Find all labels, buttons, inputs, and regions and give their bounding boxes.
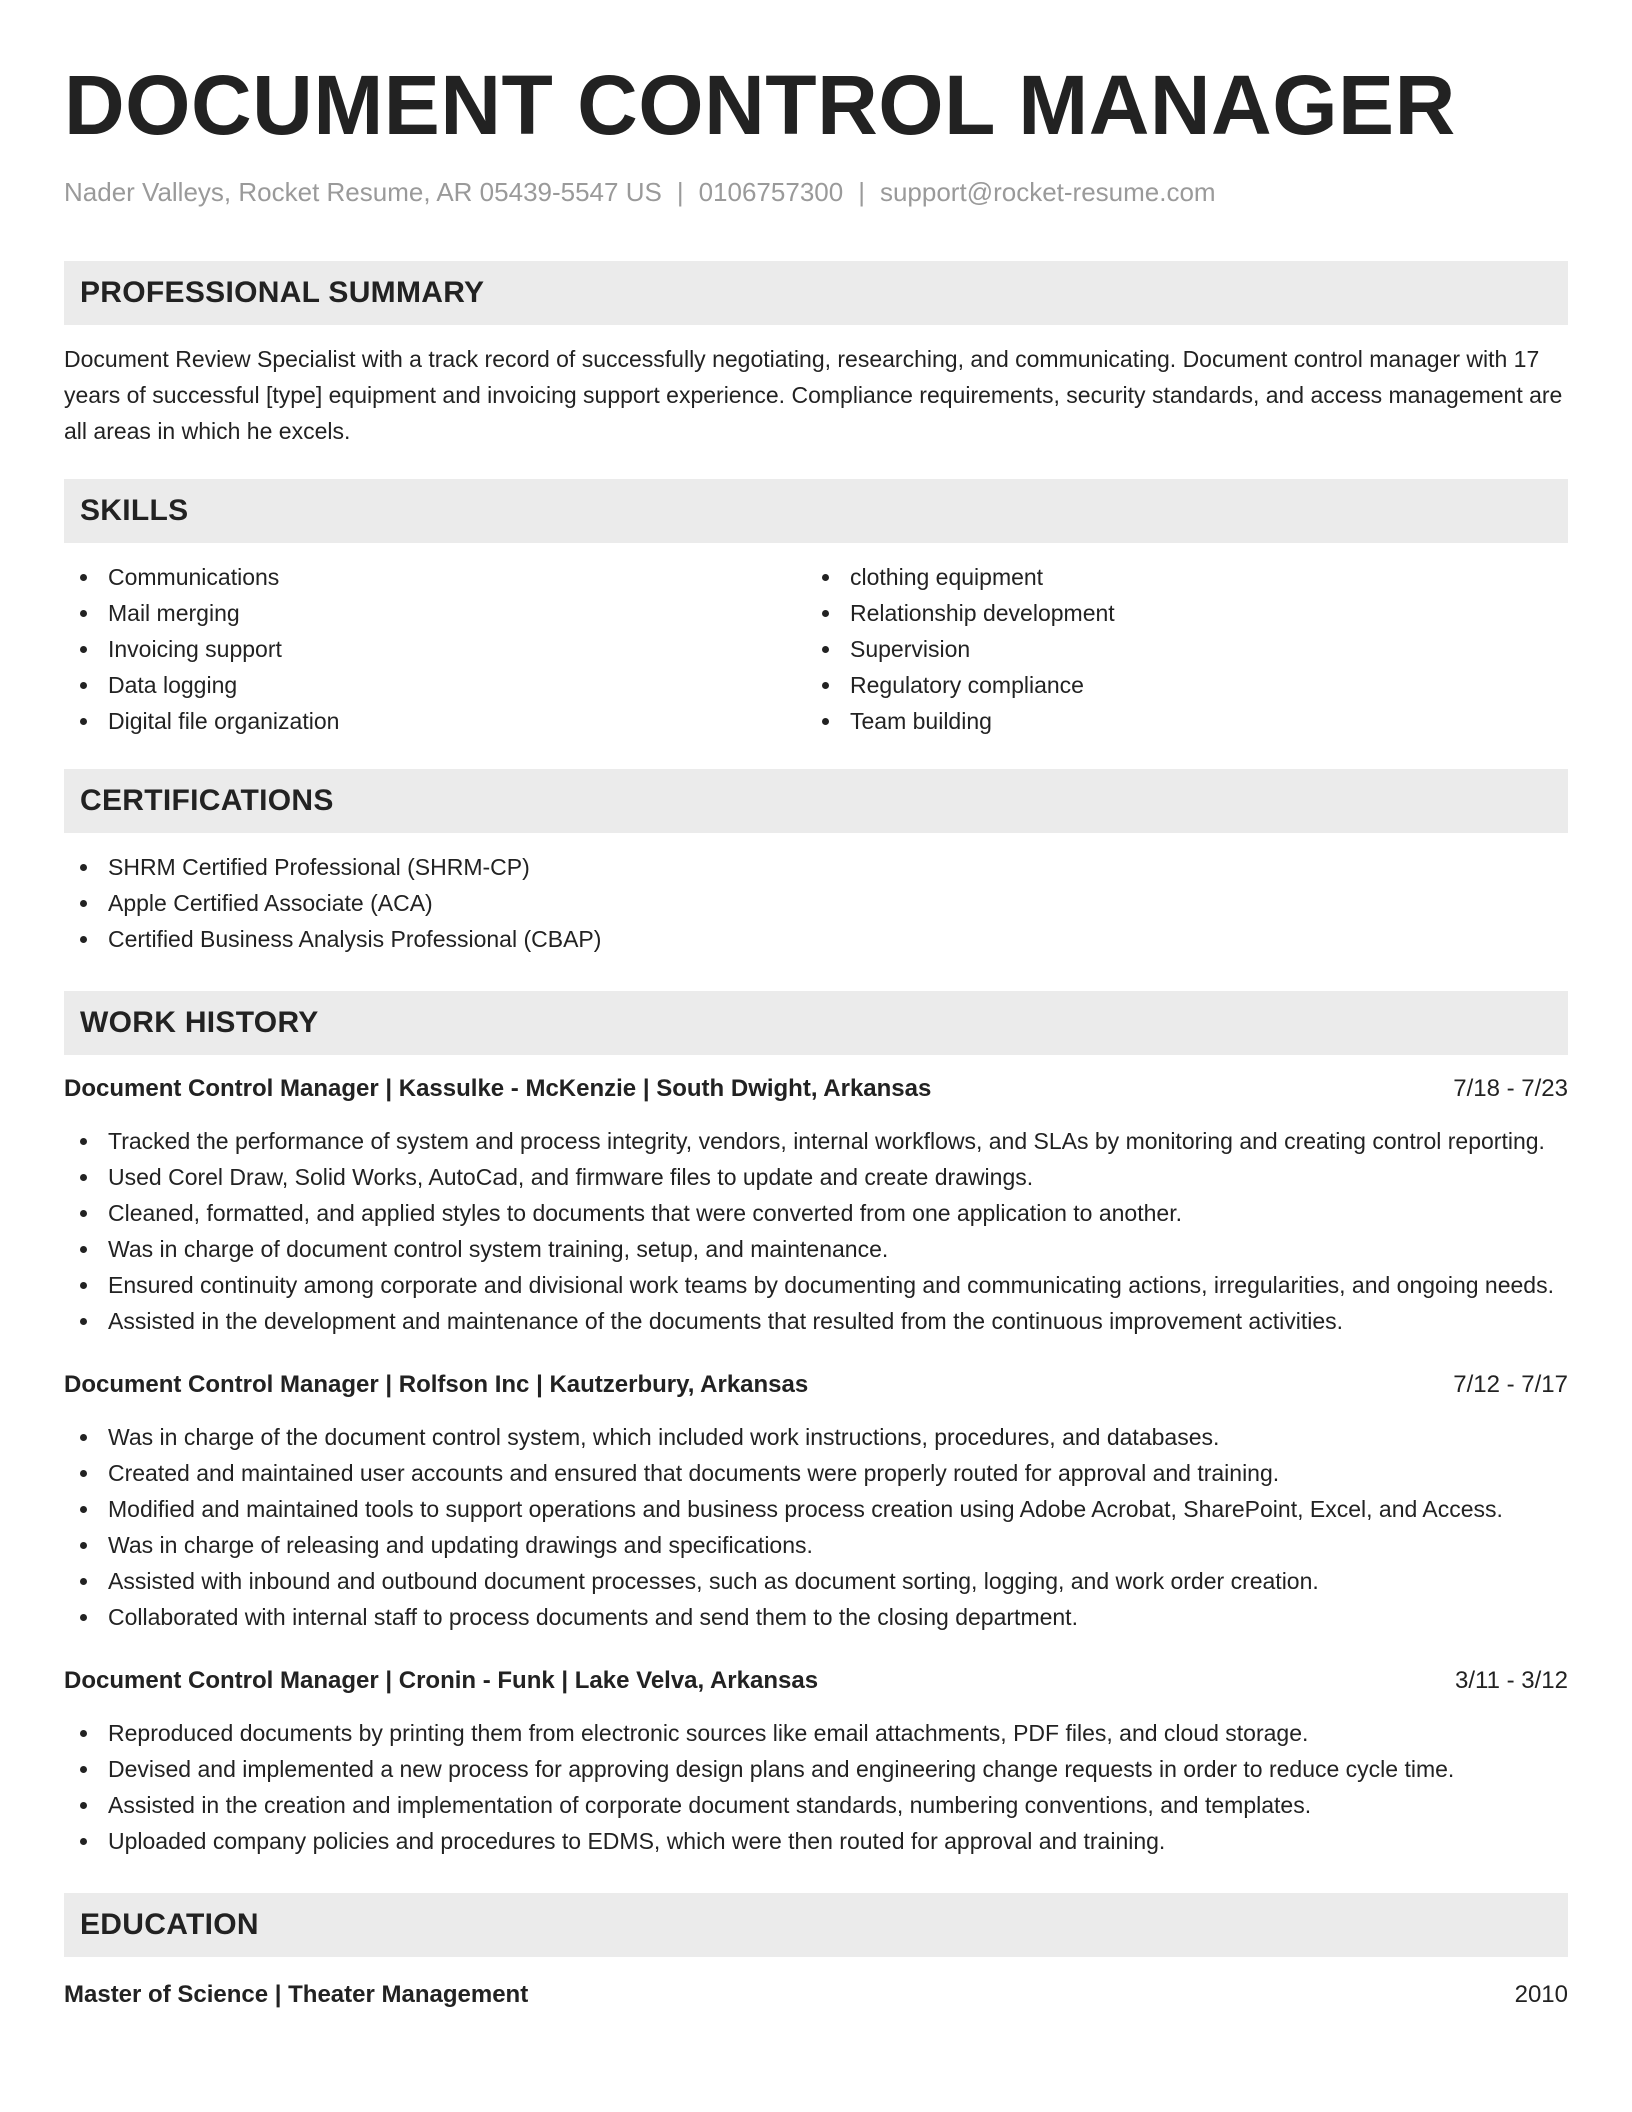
certification-item: Apple Certified Associate (ACA) xyxy=(64,885,1568,921)
job-header xyxy=(64,1369,1568,1401)
job-bullet: Created and maintained user accounts and ensured that documents were properly routed for approval and training. xyxy=(64,1455,1568,1491)
education-entry xyxy=(64,1979,1568,2011)
job-bullet: Assisted in the development and maintenance of the documents that resulted from the continuous improvement activities. xyxy=(64,1303,1568,1339)
job-title: Document Control Manager | Cronin - Funk | Lake Velva, Arkansas xyxy=(64,1667,819,1694)
job-bullet: Was in charge of releasing and updating drawings and specifications. xyxy=(64,1527,1568,1563)
job-bullet: Tracked the performance of system and process integrity, vendors, internal workflows, and SLAs by monitoring and creating control reporting. xyxy=(64,1123,1568,1159)
job-entry xyxy=(64,1369,1568,1635)
job-header xyxy=(64,1665,1568,1697)
skill-item: Supervision xyxy=(806,631,1548,667)
job-entry xyxy=(64,1665,1568,1859)
job-bullet: Ensured continuity among corporate and divisional work teams by documenting and communicating actions, irregularities, and ongoing needs. xyxy=(64,1267,1568,1303)
job-bullets xyxy=(64,1419,1568,1635)
summary-section xyxy=(64,261,1568,449)
job-dates: 7/12 - 7/17 xyxy=(1453,1371,1568,1398)
job-bullet: Collaborated with internal staff to process documents and send them to the closing department. xyxy=(64,1599,1568,1635)
education-year: 2010 xyxy=(1514,1981,1568,2008)
skill-item: clothing equipment xyxy=(806,559,1548,595)
job-title: Document Control Manager | Rolfson Inc | Kautzerbury, Arkansas xyxy=(64,1371,809,1398)
job-bullet: Assisted in the creation and implementation of corporate document standards, numbering conventions, and templates. xyxy=(64,1787,1568,1823)
work-heading: WORK HISTORY xyxy=(64,991,1568,1055)
summary-text: Document Review Specialist with a track record of successfully negotiating, researching, and communicating. Document control manager with 17 years of successful [type] equipment and invoicing support experience. Compliance requirements, security standards, and access management are all areas in which he excels. xyxy=(64,346,1563,444)
job-entry xyxy=(64,1073,1568,1339)
skill-item: Invoicing support xyxy=(64,631,806,667)
job-bullet: Assisted with inbound and outbound document processes, such as document sorting, logging, and work order creation. xyxy=(64,1563,1568,1599)
skill-item: Digital file organization xyxy=(64,703,806,739)
certifications-heading: CERTIFICATIONS xyxy=(64,769,1568,833)
summary-heading: PROFESSIONAL SUMMARY xyxy=(64,261,1568,325)
job-bullets xyxy=(64,1123,1568,1339)
skills-list-right xyxy=(806,559,1548,739)
job-bullet: Uploaded company policies and procedures to EDMS, which were then routed for approval and training. xyxy=(64,1823,1568,1859)
work-section xyxy=(64,991,1568,1859)
job-bullet: Was in charge of the document control system, which included work instructions, procedures, and databases. xyxy=(64,1419,1568,1455)
job-bullet: Reproduced documents by printing them from electronic sources like email attachments, PDF files, and cloud storage. xyxy=(64,1715,1568,1751)
job-header xyxy=(64,1073,1568,1105)
skill-item: Team building xyxy=(806,703,1548,739)
skill-item: Data logging xyxy=(64,667,806,703)
job-dates: 3/11 - 3/12 xyxy=(1455,1667,1568,1694)
job-bullet: Used Corel Draw, Solid Works, AutoCad, and firmware files to update and create drawings. xyxy=(64,1159,1568,1195)
skills-heading: SKILLS xyxy=(64,479,1568,543)
certification-item: Certified Business Analysis Professional (CBAP) xyxy=(64,921,1568,957)
skills-columns xyxy=(64,559,1568,739)
education-degree: Master of Science | Theater Management xyxy=(64,1981,529,2008)
certifications-section xyxy=(64,769,1568,957)
certification-item: SHRM Certified Professional (SHRM-CP) xyxy=(64,849,1568,885)
skill-item: Regulatory compliance xyxy=(806,667,1548,703)
skill-item: Relationship development xyxy=(806,595,1548,631)
contact-address: Nader Valleys, Rocket Resume, AR 05439-5547 US xyxy=(64,177,662,207)
job-bullet: Was in charge of document control system training, setup, and maintenance. xyxy=(64,1231,1568,1267)
contact-separator: | xyxy=(676,177,684,207)
contact-line xyxy=(64,176,1568,208)
education-heading: EDUCATION xyxy=(64,1893,1568,1957)
job-title: Document Control Manager | Kassulke - McKenzie | South Dwight, Arkansas xyxy=(64,1075,932,1102)
contact-phone: 0106757300 xyxy=(698,177,844,207)
skills-list-left xyxy=(64,559,806,739)
education-section xyxy=(64,1893,1568,2011)
job-bullet: Cleaned, formatted, and applied styles to documents that were converted from one application to another. xyxy=(64,1195,1568,1231)
contact-email: support@rocket-resume.com xyxy=(879,177,1216,207)
page-title: DOCUMENT CONTROL MANAGER xyxy=(64,58,1456,152)
skill-item: Mail merging xyxy=(64,595,806,631)
certifications-list xyxy=(64,849,1568,957)
skills-section xyxy=(64,479,1568,739)
job-bullets xyxy=(64,1715,1568,1859)
skill-item: Communications xyxy=(64,559,806,595)
job-bullet: Devised and implemented a new process for approving design plans and engineering change requests in order to reduce cycle time. xyxy=(64,1751,1568,1787)
job-dates: 7/18 - 7/23 xyxy=(1453,1075,1568,1102)
contact-separator: | xyxy=(858,177,865,207)
job-bullet: Modified and maintained tools to support operations and business process creation using Adobe Acrobat, SharePoint, Excel, and Access. xyxy=(64,1491,1568,1527)
